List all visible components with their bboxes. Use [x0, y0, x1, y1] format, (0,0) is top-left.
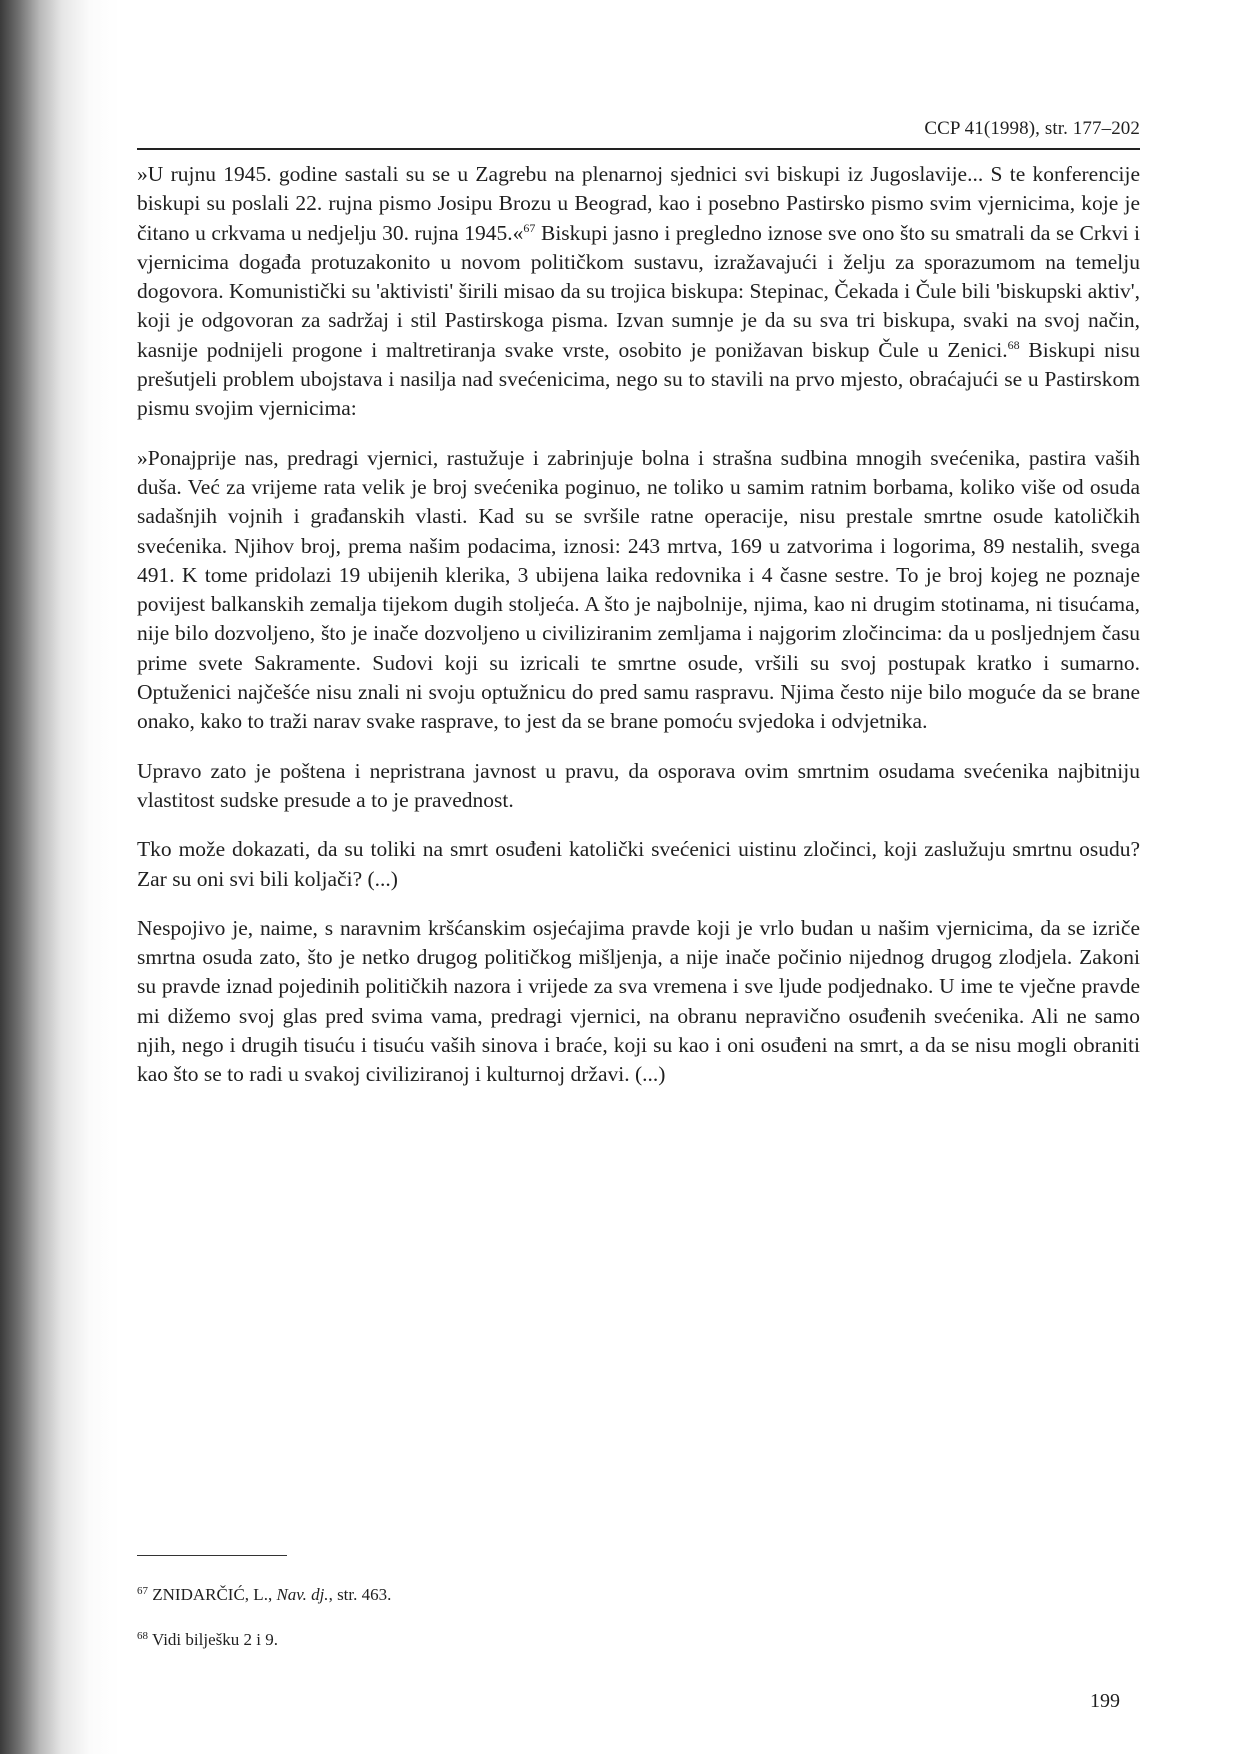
header-rule [137, 148, 1140, 150]
paragraph-3: Upravo zato je poštena i nepristrana javnost u pravu, da osporava ovim smrtnim osudama svećenika najbitniju vlastitost sudske presude a to je pravednost. [137, 758, 1140, 812]
footnote-rest: , str. 463. [328, 1585, 392, 1604]
page-number: 199 [1090, 1690, 1120, 1712]
main-text [137, 160, 1140, 1090]
footnote-ref-67[interactable]: 67 [523, 220, 536, 235]
footnote-text: Vidi bilješku 2 i 9. [151, 1630, 278, 1649]
paragraph-1-part-1: »U rujnu 1945. godine sastali su se u Zagrebu na plenarnoj sjednici svi biskupi iz Jugoslavije... S te konferencije biskupi su poslali 22. rujna pismo Josipu Brozu u Beograd, kao i posebno Pastirsko pismo svim vjernicima, koje je čitano u crkvama u nedjelju 30. rujna 1945.« [137, 162, 1140, 245]
footnote-67 [137, 1584, 391, 1606]
footnote-rule [137, 1555, 287, 1556]
paragraph-1 [137, 160, 1140, 424]
running-head: CCP 41(1998), str. 177–202 [924, 118, 1140, 139]
paragraph-2: »Ponajprije nas, predragi vjernici, rastužuje i zabrinjuje bolna i strašna sudbina mnogih svećenika, pastira vaših duša. Već za vrijeme rata velik je broj svećenika poginuo, ne toliko u samim ratnim borbama, koliko više od osuda sadašnjih vojnih i građanskih vlasti. Kad su se svršile ratne operacije, nisu prestale smrtne osude katoličkih svećenika. Njihov broj, prema našim podacima, iznosi: 243 mrtva, 169 u zatvorima i logorima, 89 nestalih, svega 491. K tome pridolazi 19 ubijenih klerika, 3 ubijena laika redovnika i 4 časne sestre. To je broj kojeg ne poznaje povijest balkanskih zemalja tijekom dugih stoljeća. A što je najbolnije, njima, kao ni drugim stotinama, ni tisućama, nije bilo dozvoljeno, što je inače dozvoljeno u civiliziranim zemljama i najgorim zločincima: da u posljednjem času prime svete Sakramente. Sudovi koji su izricali te smrtne osude, vršili su svoj postupak kratko i sumarno. Optuženici najčešće nisu znali ni svoju optužnicu do pred samu raspravu. Njima često nije bilo moguće da se brane onako, kako to traži narav svake rasprave, to jest da se brane pomoću svjedoka i odvjetnika. [137, 445, 1140, 734]
footnote-number: 67 [137, 1585, 148, 1597]
paragraph-5: Nespojivo je, naime, s naravnim kršćanskim osjećajima pravde koji je vrlo budan u našim vjernicima, da se izriče smrtna osuda zato, što je netko drugog političkog mišljenja, a nije inače počinio nijednog drugog zlodjela. Zakoni su pravde iznad pojedinih političkih nazora i vrijede za sva vremena i sve ljude podjednako. U ime te vječne pravde mi dižemo svoj glas pred svima vama, predragi vjernici, na obranu nepravično osuđenih svećenika. Ali ne samo njih, nego i drugih tisuću i tisuću vaših sinova i braće, koji su kao i oni osuđeni na smrt, a da se nisu mogli obraniti kao što se to radi u svakoj civiliziranoj i kulturnoj državi. (...) [137, 915, 1140, 1087]
footnote-author: ZNIDARČIĆ, L., [152, 1585, 277, 1604]
paragraph-1-part-2: Biskupi jasno i pregledno iznose sve ono što su smatrali da se Crkvi i vjernicima događa protuzakonito u novom političkom sustavu, izražavajući i želju za sporazumom na temelju dogovora. Komunistički su 'aktivisti' širili misao da su trojica biskupa: Stepinac, Čekada i Čule bili 'biskupski aktiv', koji je odgovoran za sadržaj i stil Pastirskoga pisma. Izvan sumnje je da su sva tri biskupa, svaki na svoj način, kasnije podnijeli progone i maltretiranja svake vrste, osobito je ponižavan biskup Čule u Zenici. [137, 220, 1140, 362]
paragraph-4: Tko može dokazati, da su toliki na smrt osuđeni katolički svećenici uistinu zločinci, koji zaslužuju smrtnu osudu? Zar su oni svi bili koljači? (...) [137, 837, 1140, 891]
paragraph-1-part-3: Biskupi nisu prešutjeli problem ubojstava i nasilja nad svećenicima, nego su to stavili na prvo mjesto, obraćajući se u Pastirskom pismu svojim vjernicima: [137, 337, 1140, 421]
footnote-work: Nav. dj. [276, 1585, 329, 1604]
footnote-ref-68[interactable]: 68 [1007, 337, 1020, 352]
footnote-68 [137, 1629, 278, 1651]
footnote-number: 68 [137, 1630, 148, 1642]
